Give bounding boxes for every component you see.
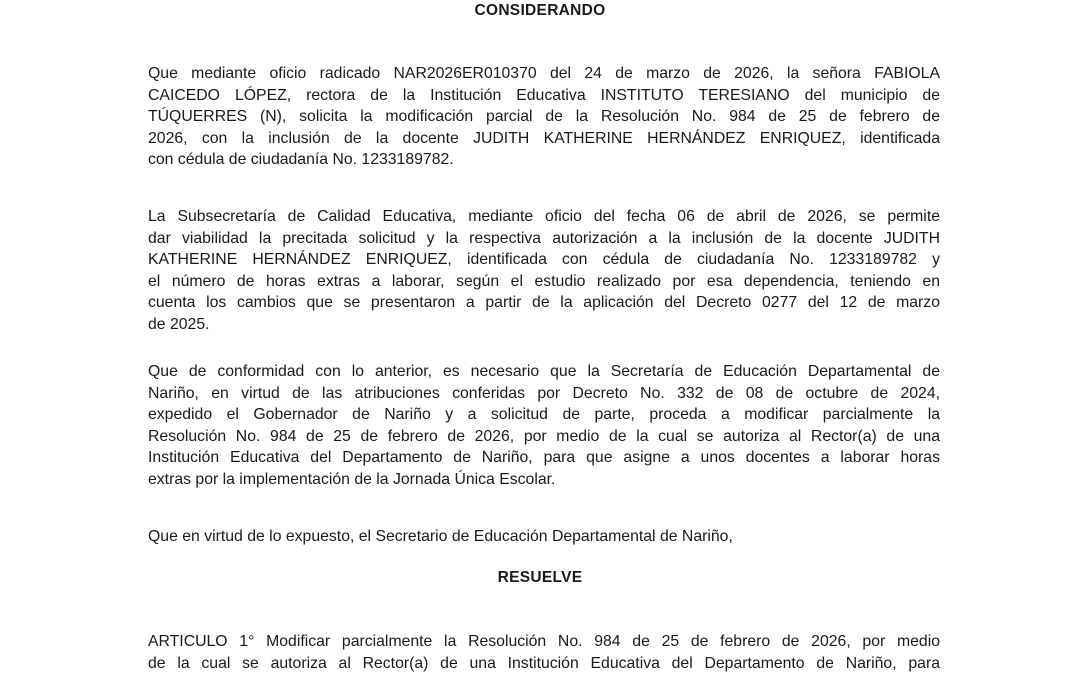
paragraph-line: Que mediante oficio radicado NAR2026ER010370 del 24 de marzo de 2026, la señora FABIOLA [148,65,940,82]
paragraph-line: de 2025. [148,315,210,333]
paragraph-line: La Subsecretaría de Calidad Educativa, mediante oficio del fecha 06 de abril de 2026, se permite [148,208,940,225]
paragraph-line: Que en virtud de lo expuesto, el Secretario de Educación Departamental de Nariño, [148,528,733,545]
paragraph-line: 2026, con la inclusión de la docente JUDITH KATHERINE HERNÁNDEZ ENRIQUEZ, identificada [148,129,940,147]
paragraph-line: CAICEDO LÓPEZ, rectora de la Institución Educativa INSTITUTO TERESIANO del municipio de [148,86,940,104]
paragraph-line: extras por la implementación de la Jornada Única Escolar. [148,470,556,488]
paragraph-line: ARTICULO 1° Modificar parcialmente la Resolución No. 984 de 25 de febrero de 2026, por medio [148,633,940,650]
paragraph-articulo-1 [148,631,940,674]
paragraph-line: dar viabilidad la precitada solicitud y la respectiva autorización a la inclusión de la docente JUDITH [148,229,940,247]
considerando-heading: CONSIDERANDO [474,2,606,19]
paragraph-line: Institución Educativa del Departamento de Nariño, para que asigne a unos docentes a laborar horas [148,449,940,466]
paragraph-line: Nariño, en virtud de las atribuciones conferidas por Decreto No. 332 de 08 de octubre de 2024, [148,384,940,402]
paragraph-virtud-expuesto [148,526,940,548]
paragraph-line: Que de conformidad con lo anterior, es necesario que la Secretaría de Educación Departamental de [148,363,940,380]
paragraph-line: el número de horas extras a laborar, según el estudio realizado por esa dependencia, teniendo en [148,272,940,290]
paragraph-line: de la cual se autoriza al Rector(a) de una Institución Educativa del Departamento de Nariño, para [148,654,940,672]
resuelve-heading: RESUELVE [497,569,583,586]
paragraph-line: KATHERINE HERNÁNDEZ ENRIQUEZ, identificada con cédula de ciudadanía No. 1233189782 y [148,251,940,268]
paragraph-line: expedido el Gobernador de Nariño y a solicitud de parte, proceda a modificar parcialmente la [148,406,940,423]
paragraph-conformidad [148,361,940,490]
paragraph-line: TÚQUERRES (N), solicita la modificación parcial de la Resolución No. 984 de 25 de febrero de [148,108,940,125]
paragraph-subsecretaria [148,206,940,335]
paragraph-line: con cédula de ciudadanía No. 1233189782. [148,151,454,168]
paragraph-line: Resolución No. 984 de 25 de febrero de 2026, por medio de la cual se autoriza al Rector(a) de una [148,427,940,445]
paragraph-line: cuenta los cambios que se presentaron a partir de la aplicación del Decreto 0277 del 12 de marzo [148,294,940,311]
paragraph-oficio-radicado [148,63,940,171]
